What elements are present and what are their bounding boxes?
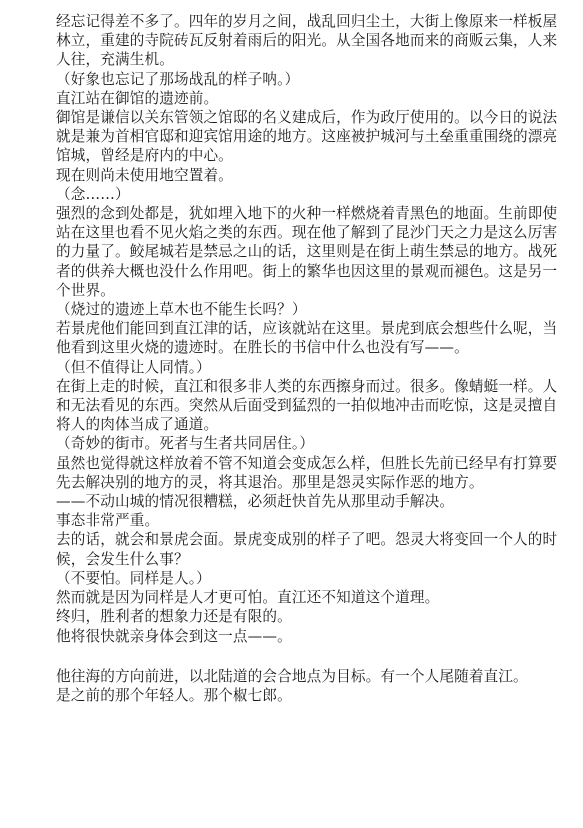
paragraph: 强烈的念到处都是，犹如埋入地下的火种一样燃烧着青黑色的地面。生前即使站在这里也看不见火焰之类的东西。现在他了解到了昆沙门天之力是这么厉害的力量了。鲛尾城若是禁忌之山的话，这里则是在街上萌生禁忌的地方。战死者的供养大概也没什么作用吧。街上的繁华也因这里的景观而褪色。这是另一个世界。 — [56, 205, 558, 299]
paragraph: （念……） — [56, 185, 130, 203]
paragraph: 他将很快就亲身体会到这一点——。 — [56, 627, 292, 645]
paragraph: （烧过的遗迹上草木也不能生长吗？） — [56, 301, 307, 319]
paragraph: 他往海的方向前进，以北陆道的会合地点为目标。有一个人尾随着直江。 — [56, 667, 528, 685]
paragraph: 在街上走的时候，直江和很多非人类的东西擦身而过。很多。像蜻蜓一样。人和无法看见的东西。突然从后面受到猛烈的一拍似地冲击而吃惊，这是灵擅自将人的肉体当成了通道。 — [56, 377, 558, 434]
paragraph: 经忘记得差不多了。四年的岁月之间，战乱回归尘土，大街上像原来一样板屋林立，重建的寺院砖瓦反射着雨后的阳光。从全国各地而来的商贩云集，人来人往，充满生机。 — [56, 13, 558, 69]
paragraph: （奇妙的街市。死者与生者共同居住。） — [56, 435, 315, 453]
paragraph: 直江站在御馆的遗迹前。 — [56, 89, 219, 107]
paragraph: 若景虎他们能回到直江津的话，应该就站在这里。景虎到底会想些什么呢，当他看到这里火烧的遗迹时。在胜长的书信中什么也没有写——。 — [56, 320, 558, 357]
paragraph: 御馆是谦信以关东管领之馆邸的名义建成后，作为政厅使用的。以今日的说法就是兼为首相官邸和迎宾馆用途的地方。这座被护城河与土垒重重围绕的漂亮馆城，曾经是府内的中心。 — [56, 109, 558, 165]
paragraph: 终归，胜利者的想象力还是有限的。 — [56, 608, 292, 626]
paragraph: ——不动山城的情况很糟糕，必须赶快首先从那里动手解决。 — [56, 493, 455, 511]
paragraph: （不要怕。同样是人。） — [56, 569, 211, 587]
paragraph: 去的话，就会和景虎会面。景虎变成别的样子了吧。怨灵大将变回一个人的时候，会发生什么事？ — [56, 531, 558, 568]
paragraph: 然而就是因为同样是人才更可怕。直江还不知道这个道理。 — [56, 589, 440, 607]
blank-line — [56, 646, 563, 667]
paragraph: 事态非常严重。 — [56, 512, 160, 530]
paragraph: 是之前的那个年轻人。那个椒七郎。 — [56, 686, 292, 704]
paragraph: （好象也忘记了那场战乱的样子呐。） — [56, 70, 300, 88]
paragraph: 现在则尚未使用地空置着。 — [56, 166, 233, 184]
paragraph: （但不值得让人同情。） — [56, 358, 211, 376]
paragraph: 虽然也觉得就这样放着不管不知道会变成怎么样，但胜长先前已经早有打算要先去解决别的地方的灵，将其退治。那里是怨灵实际作恶的地方。 — [56, 454, 558, 491]
